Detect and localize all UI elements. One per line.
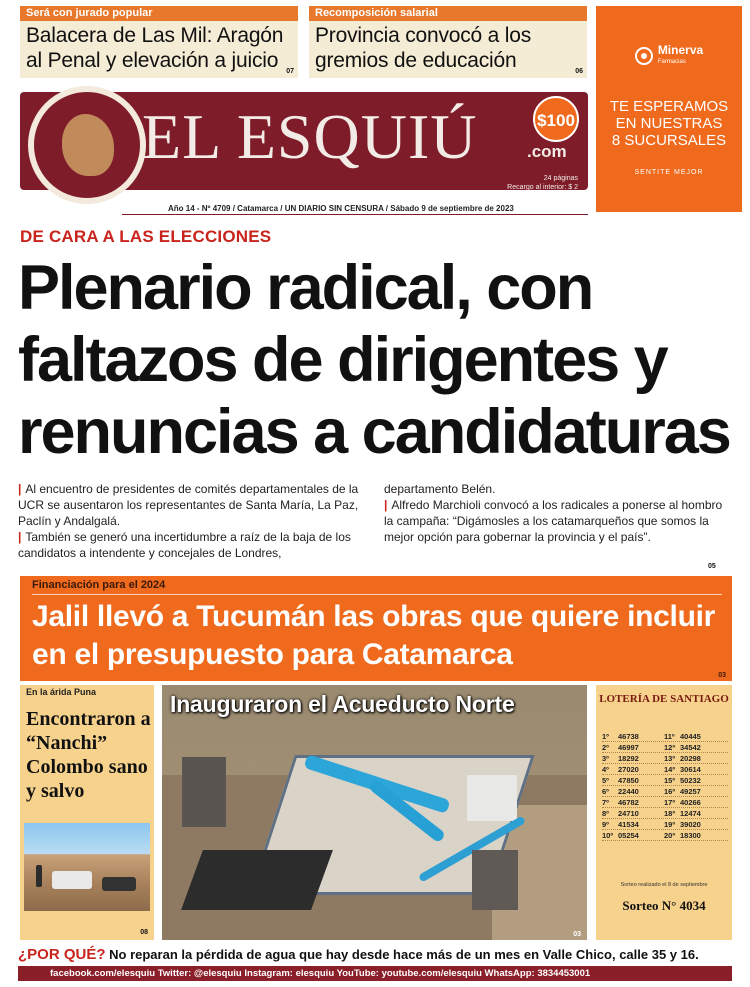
- lottery-draw: Sorteo N° 4034: [622, 898, 706, 913]
- lottery-position: 1º: [602, 732, 609, 741]
- newspaper-title: EL ESQUIÚ: [142, 101, 478, 172]
- main-headline[interactable]: Plenario radical, con faltazos de dirigentes y renuncias a candidaturas: [18, 253, 730, 467]
- lottery-position: 20º: [664, 831, 676, 840]
- ad-line-1: TE ESPERAMOS: [609, 98, 729, 115]
- lottery-position: 6º: [602, 787, 609, 796]
- lottery-position: 11º: [664, 732, 675, 741]
- lottery-position: 19º: [664, 820, 676, 829]
- lottery-position: 10º: [602, 831, 614, 840]
- ad-line-2: EN NUESTRAS: [615, 115, 723, 132]
- ad-brand-sub: Farmacias: [657, 59, 686, 65]
- lottery-position: 17º: [664, 798, 676, 807]
- photo-truck: [52, 871, 92, 889]
- main-kicker: DE CARA A LAS ELECCIONES: [20, 227, 272, 246]
- lottery-row: [602, 764, 728, 775]
- photo-shed: [472, 850, 518, 910]
- price-badge: $100: [533, 96, 579, 142]
- teaser-aragon[interactable]: [20, 6, 298, 78]
- lottery-position: 7º: [602, 798, 609, 807]
- lottery-number: 30614: [680, 765, 701, 774]
- lottery-box: [596, 685, 732, 940]
- lottery-number: 46782: [618, 798, 639, 807]
- page-number: 07: [286, 68, 294, 75]
- lottery-position: 5º: [602, 776, 609, 785]
- teaser-kicker: Será con jurado popular: [20, 6, 298, 21]
- lottery-number: 20298: [680, 754, 701, 763]
- page-number: 05: [708, 563, 716, 570]
- nanchi-story[interactable]: [20, 685, 154, 940]
- lottery-row: [602, 731, 728, 742]
- teaser-kicker: Recomposición salarial: [309, 6, 587, 21]
- page-number: 03: [573, 931, 581, 938]
- lottery-position: 14º: [664, 765, 676, 774]
- lottery-grid: [602, 731, 728, 841]
- dateline: Año 14 - Nº 4709 / Catamarca / UN DIARIO SIN CENSURA / Sábado 9 de septiembre de 2023: [168, 204, 514, 213]
- masthead-q-logo-icon: [28, 86, 146, 204]
- lottery-note: Sorteo realizado el 8 de septiembre: [620, 882, 708, 888]
- teaser-gremios[interactable]: [309, 6, 587, 78]
- divider: [122, 214, 588, 215]
- bullet: | Al encuentro de presidentes de comités departamentales de la UCR se ausentaron los representantes de Santa María, La Paz, Paclín y Andalgalá.: [18, 482, 359, 528]
- lottery-number: 47850: [618, 776, 639, 785]
- page-number: 03: [718, 672, 726, 679]
- lottery-title: LOTERÍA DE SANTIAGO: [599, 693, 729, 705]
- ad-logo: [596, 44, 742, 68]
- photo-person: [36, 865, 42, 887]
- lottery-position: 3º: [602, 754, 609, 763]
- photo-vehicle: [102, 877, 136, 891]
- lottery-number: 49257: [680, 787, 701, 796]
- lottery-position: 13º: [664, 754, 676, 763]
- surcharge: Recargo al interior: $ 2: [507, 184, 578, 191]
- lottery-number: 24710: [618, 809, 639, 818]
- lottery-number: 18292: [618, 754, 639, 763]
- lottery-position: 12º: [664, 743, 676, 752]
- photo-building: [467, 775, 517, 821]
- lottery-row: [602, 830, 728, 841]
- bullet: | Alfredo Marchioli convocó a los radicales a ponerse al hombro la campaña: “Digámosles a los catamarqueños que somos la mejor opción para gobernar la provincia y el país”.: [384, 498, 723, 544]
- lottery-row: [602, 742, 728, 753]
- porque-text: No reparan la pérdida de agua que hay desde hace más de un mes en Valle Chico, calle 35 y 16.: [109, 947, 699, 962]
- lottery-number: 40445: [680, 732, 701, 741]
- bullet-bar-icon: |: [18, 530, 22, 544]
- bullet-bar-icon: |: [384, 498, 388, 512]
- story-kicker: En la árida Puna: [26, 687, 97, 697]
- lottery-position: 15º: [664, 776, 676, 785]
- lottery-row: [602, 753, 728, 764]
- minerva-logo-icon: [635, 47, 653, 65]
- page-number: 06: [575, 68, 583, 75]
- lottery-number: 46997: [618, 743, 639, 752]
- photo-roof: [181, 850, 333, 910]
- photo-shed: [182, 757, 226, 827]
- photo-headline[interactable]: Inauguraron el Acueducto Norte: [170, 691, 515, 717]
- page-number: 08: [140, 929, 148, 936]
- porque-strip[interactable]: [18, 944, 732, 966]
- lottery-number: 40266: [680, 798, 701, 807]
- lottery-position: 9º: [602, 820, 609, 829]
- lottery-number: 22440: [618, 787, 639, 796]
- lottery-number: 50232: [680, 776, 701, 785]
- story-headline[interactable]: Jalil llevó a Tucumán las obras que quiere incluir en el presupuesto para Catamarca: [32, 600, 715, 671]
- story-headline[interactable]: Encontraron a “Nanchi” Colombo sano y salvo: [26, 708, 151, 802]
- lottery-position: 18º: [664, 809, 676, 818]
- nanchi-photo: [24, 823, 150, 911]
- lottery-number: 41534: [618, 820, 639, 829]
- lottery-row: [602, 797, 728, 808]
- lottery-position: 16º: [664, 787, 676, 796]
- teaser-headline[interactable]: Balacera de Las Mil: Aragón al Penal y elevación a juicio: [26, 24, 284, 72]
- lottery-row: [602, 808, 728, 819]
- lottery-position: 4º: [602, 765, 609, 774]
- main-bullets-left: [18, 481, 367, 561]
- lottery-row: [602, 786, 728, 797]
- jalil-story[interactable]: [20, 576, 732, 681]
- newspaper-domain: .com: [527, 142, 567, 161]
- lottery-row: [602, 819, 728, 830]
- minerva-ad[interactable]: [596, 6, 742, 212]
- bullet: | También se generó una incertidumbre a raíz de la baja de los candidatos a intendente y concejales de Londres,: [18, 530, 351, 560]
- story-kicker: Financiación para el 2024: [32, 579, 166, 591]
- ad-brand: Minerva Farmacias: [658, 44, 703, 68]
- teaser-headline[interactable]: Provincia convocó a los gremios de educación: [315, 24, 532, 72]
- lottery-number: 39020: [680, 820, 701, 829]
- bullet-bar-icon: |: [18, 482, 22, 496]
- porque-label: ¿POR QUÉ?: [18, 946, 106, 963]
- lottery-number: 46738: [618, 732, 639, 741]
- lottery-number: 18300: [680, 831, 701, 840]
- bullet-continuation: departamento Belén.: [384, 482, 496, 496]
- lottery-row: [602, 775, 728, 786]
- lottery-number: 34542: [680, 743, 701, 752]
- page-count: 24 páginas: [543, 175, 578, 182]
- lottery-position: 8º: [602, 809, 609, 818]
- masthead-pages: [507, 174, 578, 192]
- lottery-number: 05254: [618, 831, 639, 840]
- acueducto-photo[interactable]: [162, 685, 587, 940]
- ad-line-3: 8 SUCURSALES: [611, 132, 727, 149]
- lottery-number: 27020: [618, 765, 639, 774]
- masthead: [20, 90, 590, 202]
- lottery-position: 2º: [602, 743, 609, 752]
- ad-slogan: SENTITE MEJOR: [634, 169, 704, 176]
- divider: [32, 594, 722, 595]
- lottery-number: 12474: [680, 809, 701, 818]
- main-bullets-right: [384, 481, 732, 545]
- social-links[interactable]: facebook.com/elesquiu Twitter: @elesquiu Instagram: elesquiu YouTube: youtube.com/elesquiu WhatsApp: 3834453001: [18, 966, 732, 981]
